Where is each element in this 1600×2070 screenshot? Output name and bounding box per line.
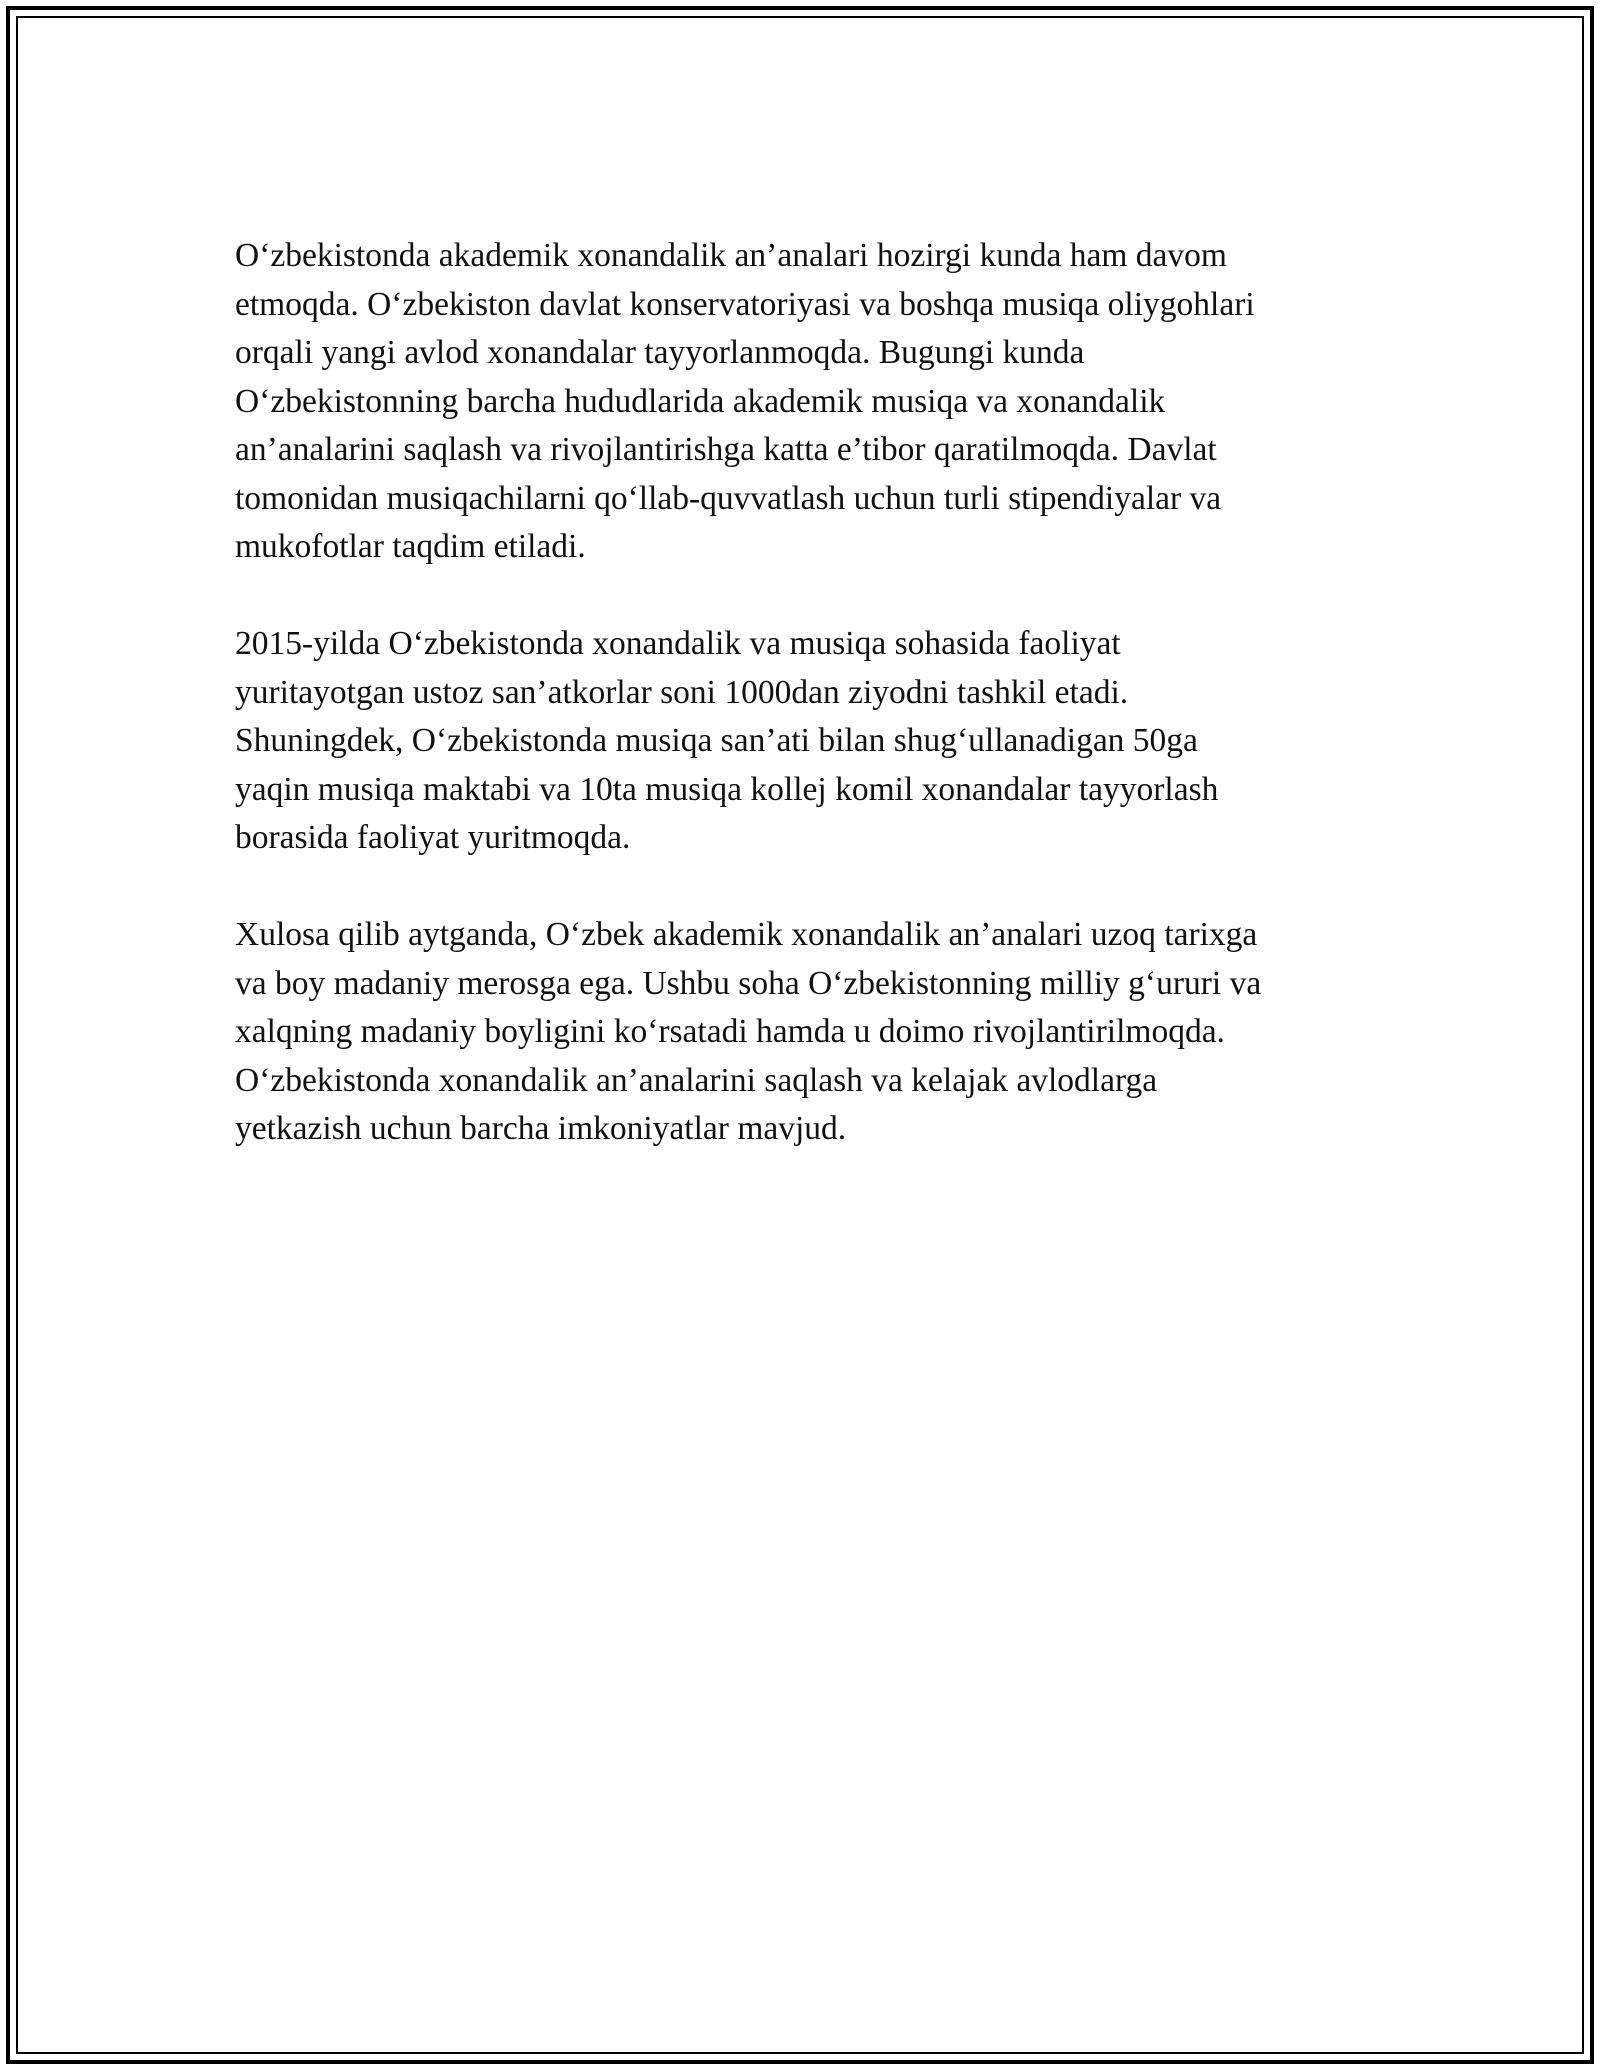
document-body xyxy=(235,232,1375,1202)
text-line: yetkazish uchun barcha imkoniyatlar mavjud. xyxy=(235,1110,847,1147)
text-line: etmoqda. O‘zbekiston davlat konservatoriyasi va boshqa musiqa oliygohlari xyxy=(235,285,1255,323)
text-line: xalqning madaniy boyligini ko‘rsatadi hamda u doimo rivojlantirilmoqda. xyxy=(235,1013,1225,1050)
paragraph-2 xyxy=(235,620,1375,863)
text-line: an’analarini saqlash va rivojlantirishga katta e’tibor qaratilmoqda. Davlat xyxy=(235,431,1217,468)
text-line: yaqin musiqa maktabi va 10ta musiqa kollej komil xonandalar tayyorlash xyxy=(235,770,1219,808)
paragraph-1 xyxy=(235,232,1375,572)
paragraph-3 xyxy=(235,911,1375,1154)
text-line: 2015-yilda O‘zbekistonda xonandalik va musiqa sohasida faoliyat xyxy=(235,625,1121,662)
text-line: va boy madaniy merosga ega. Ushbu soha O‘zbekistonning milliy g‘ururi va xyxy=(235,964,1262,1002)
text-line: O‘zbekistonda akademik xonandalik an’analari hozirgi kunda ham davom xyxy=(235,237,1227,274)
text-line: O‘zbekistonda xonandalik an’analarini saqlash va kelajak avlodlarga xyxy=(235,1061,1158,1099)
text-line: Shuningdek, O‘zbekistonda musiqa san’ati bilan shug‘ullanadigan 50ga xyxy=(235,722,1198,759)
text-line: Xulosa qilib aytganda, O‘zbek akademik xonandalik an’analari uzoq tarixga xyxy=(235,916,1258,953)
text-line: mukofotlar taqdim etiladi. xyxy=(235,528,586,565)
text-line: orqali yangi avlod xonandalar tayyorlanmoqda. Bugungi kunda xyxy=(235,334,1085,371)
text-line: O‘zbekistonning barcha hududlarida akademik musiqa va xonandalik xyxy=(235,382,1166,420)
text-line: yuritayotgan ustoz san’atkorlar soni 1000dan ziyodni tashkil etadi. xyxy=(235,673,1129,711)
text-line: borasida faoliyat yuritmoqda. xyxy=(235,819,631,856)
text-line: tomonidan musiqachilarni qo‘llab-quvvatlash uchun turli stipendiyalar va xyxy=(235,479,1222,517)
